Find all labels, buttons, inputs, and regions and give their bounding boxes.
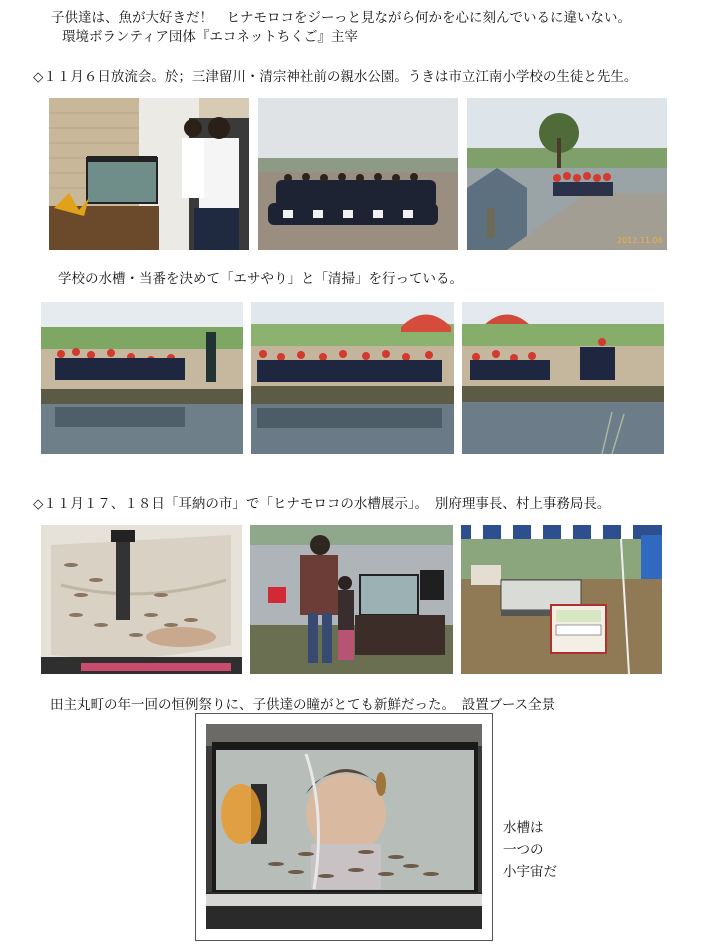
photo-booth-tent xyxy=(461,525,662,674)
side-note-line-2: 一つの xyxy=(503,842,544,858)
side-note-line-1: 水槽は xyxy=(503,820,544,836)
header-line-2: 環境ボランティア団体『エコネットちくご』主宰 xyxy=(62,29,358,45)
bottom-photo-frame xyxy=(195,713,493,941)
photo-release-group xyxy=(258,98,458,250)
header-line-1: 子供達は、魚が大好きだ！ ヒナモロコをジーっと見ながら何かを心に刻んでいるに違いない。 xyxy=(51,10,631,26)
section4-caption: 田主丸町の年一回の恒例祭りに、子供達の瞳がとても新鮮だった。 設置ブース全景 xyxy=(50,697,556,713)
photo-pond-students-3 xyxy=(462,302,664,454)
section3-heading: ◇１１月１７、１８日「耳納の市」で「ヒナモロコの水槽展示」。 別府理事長、村上事務局長。 xyxy=(33,496,611,512)
section1-heading: ◇１１月６日放流会。於；三津留川・清宗神社前の親水公園。うきは市立江南小学校の生徒と先生。 xyxy=(33,69,638,85)
photo-pond-students-1 xyxy=(41,302,243,454)
section2-caption: 学校の水槽・当番を決めて「エサやり」と「清掃」を行っている。 xyxy=(58,271,463,287)
photo-date-stamp: 2012.11.06 xyxy=(617,236,663,245)
photo-child-behind-tank xyxy=(206,724,482,929)
photo-mother-child-tank xyxy=(250,525,453,674)
photo-pond-students-2 xyxy=(251,302,454,454)
side-note-line-3: 小宇宙だ xyxy=(503,864,557,880)
photo-classroom-aquarium xyxy=(49,98,249,250)
photo-river-park xyxy=(467,98,667,250)
photo-aquarium-closeup xyxy=(41,525,242,674)
